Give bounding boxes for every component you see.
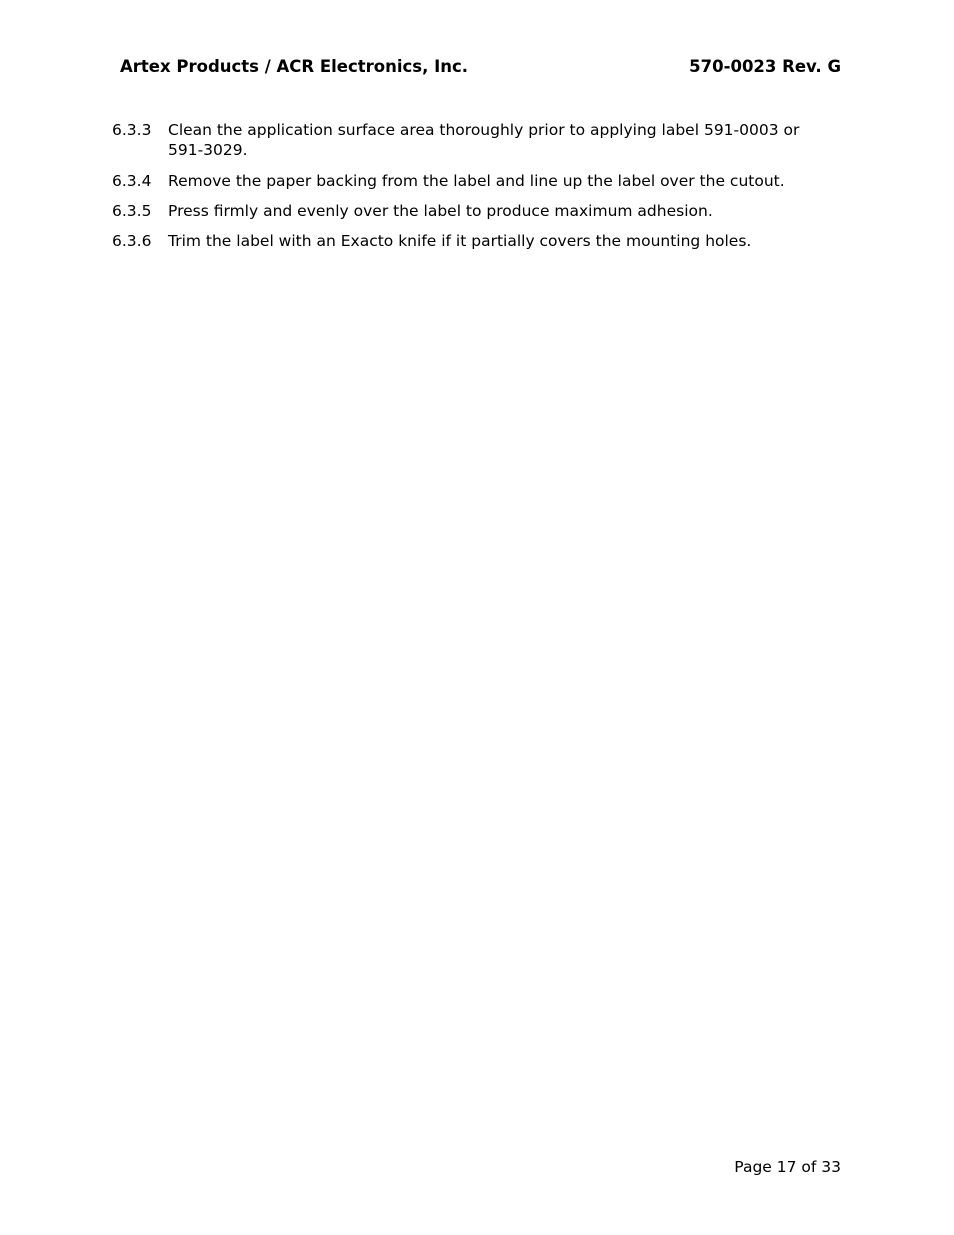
step-item [112, 171, 828, 191]
header-doc-id: 570-0023 Rev. G [689, 57, 841, 76]
step-text: Press firmly and evenly over the label to produce maximum adhesion. [168, 202, 713, 220]
step-text: Trim the label with an Exacto knife if it partially covers the mounting holes. [168, 232, 752, 250]
header-company: Artex Products / ACR Electronics, Inc. [120, 57, 469, 76]
step-number: 6.3.5 [112, 202, 152, 220]
step-item [112, 231, 828, 251]
step-text: Clean the application surface area thoroughly prior to applying label 591-0003 or 591-3029. [168, 121, 800, 159]
step-number: 6.3.6 [112, 232, 152, 250]
step-item [112, 201, 828, 221]
page-number: Page 17 of 33 [734, 1158, 841, 1176]
step-text: Remove the paper backing from the label and line up the label over the cutout. [168, 172, 785, 190]
step-item [112, 120, 828, 160]
step-number: 6.3.3 [112, 121, 152, 139]
step-number: 6.3.4 [112, 172, 152, 190]
